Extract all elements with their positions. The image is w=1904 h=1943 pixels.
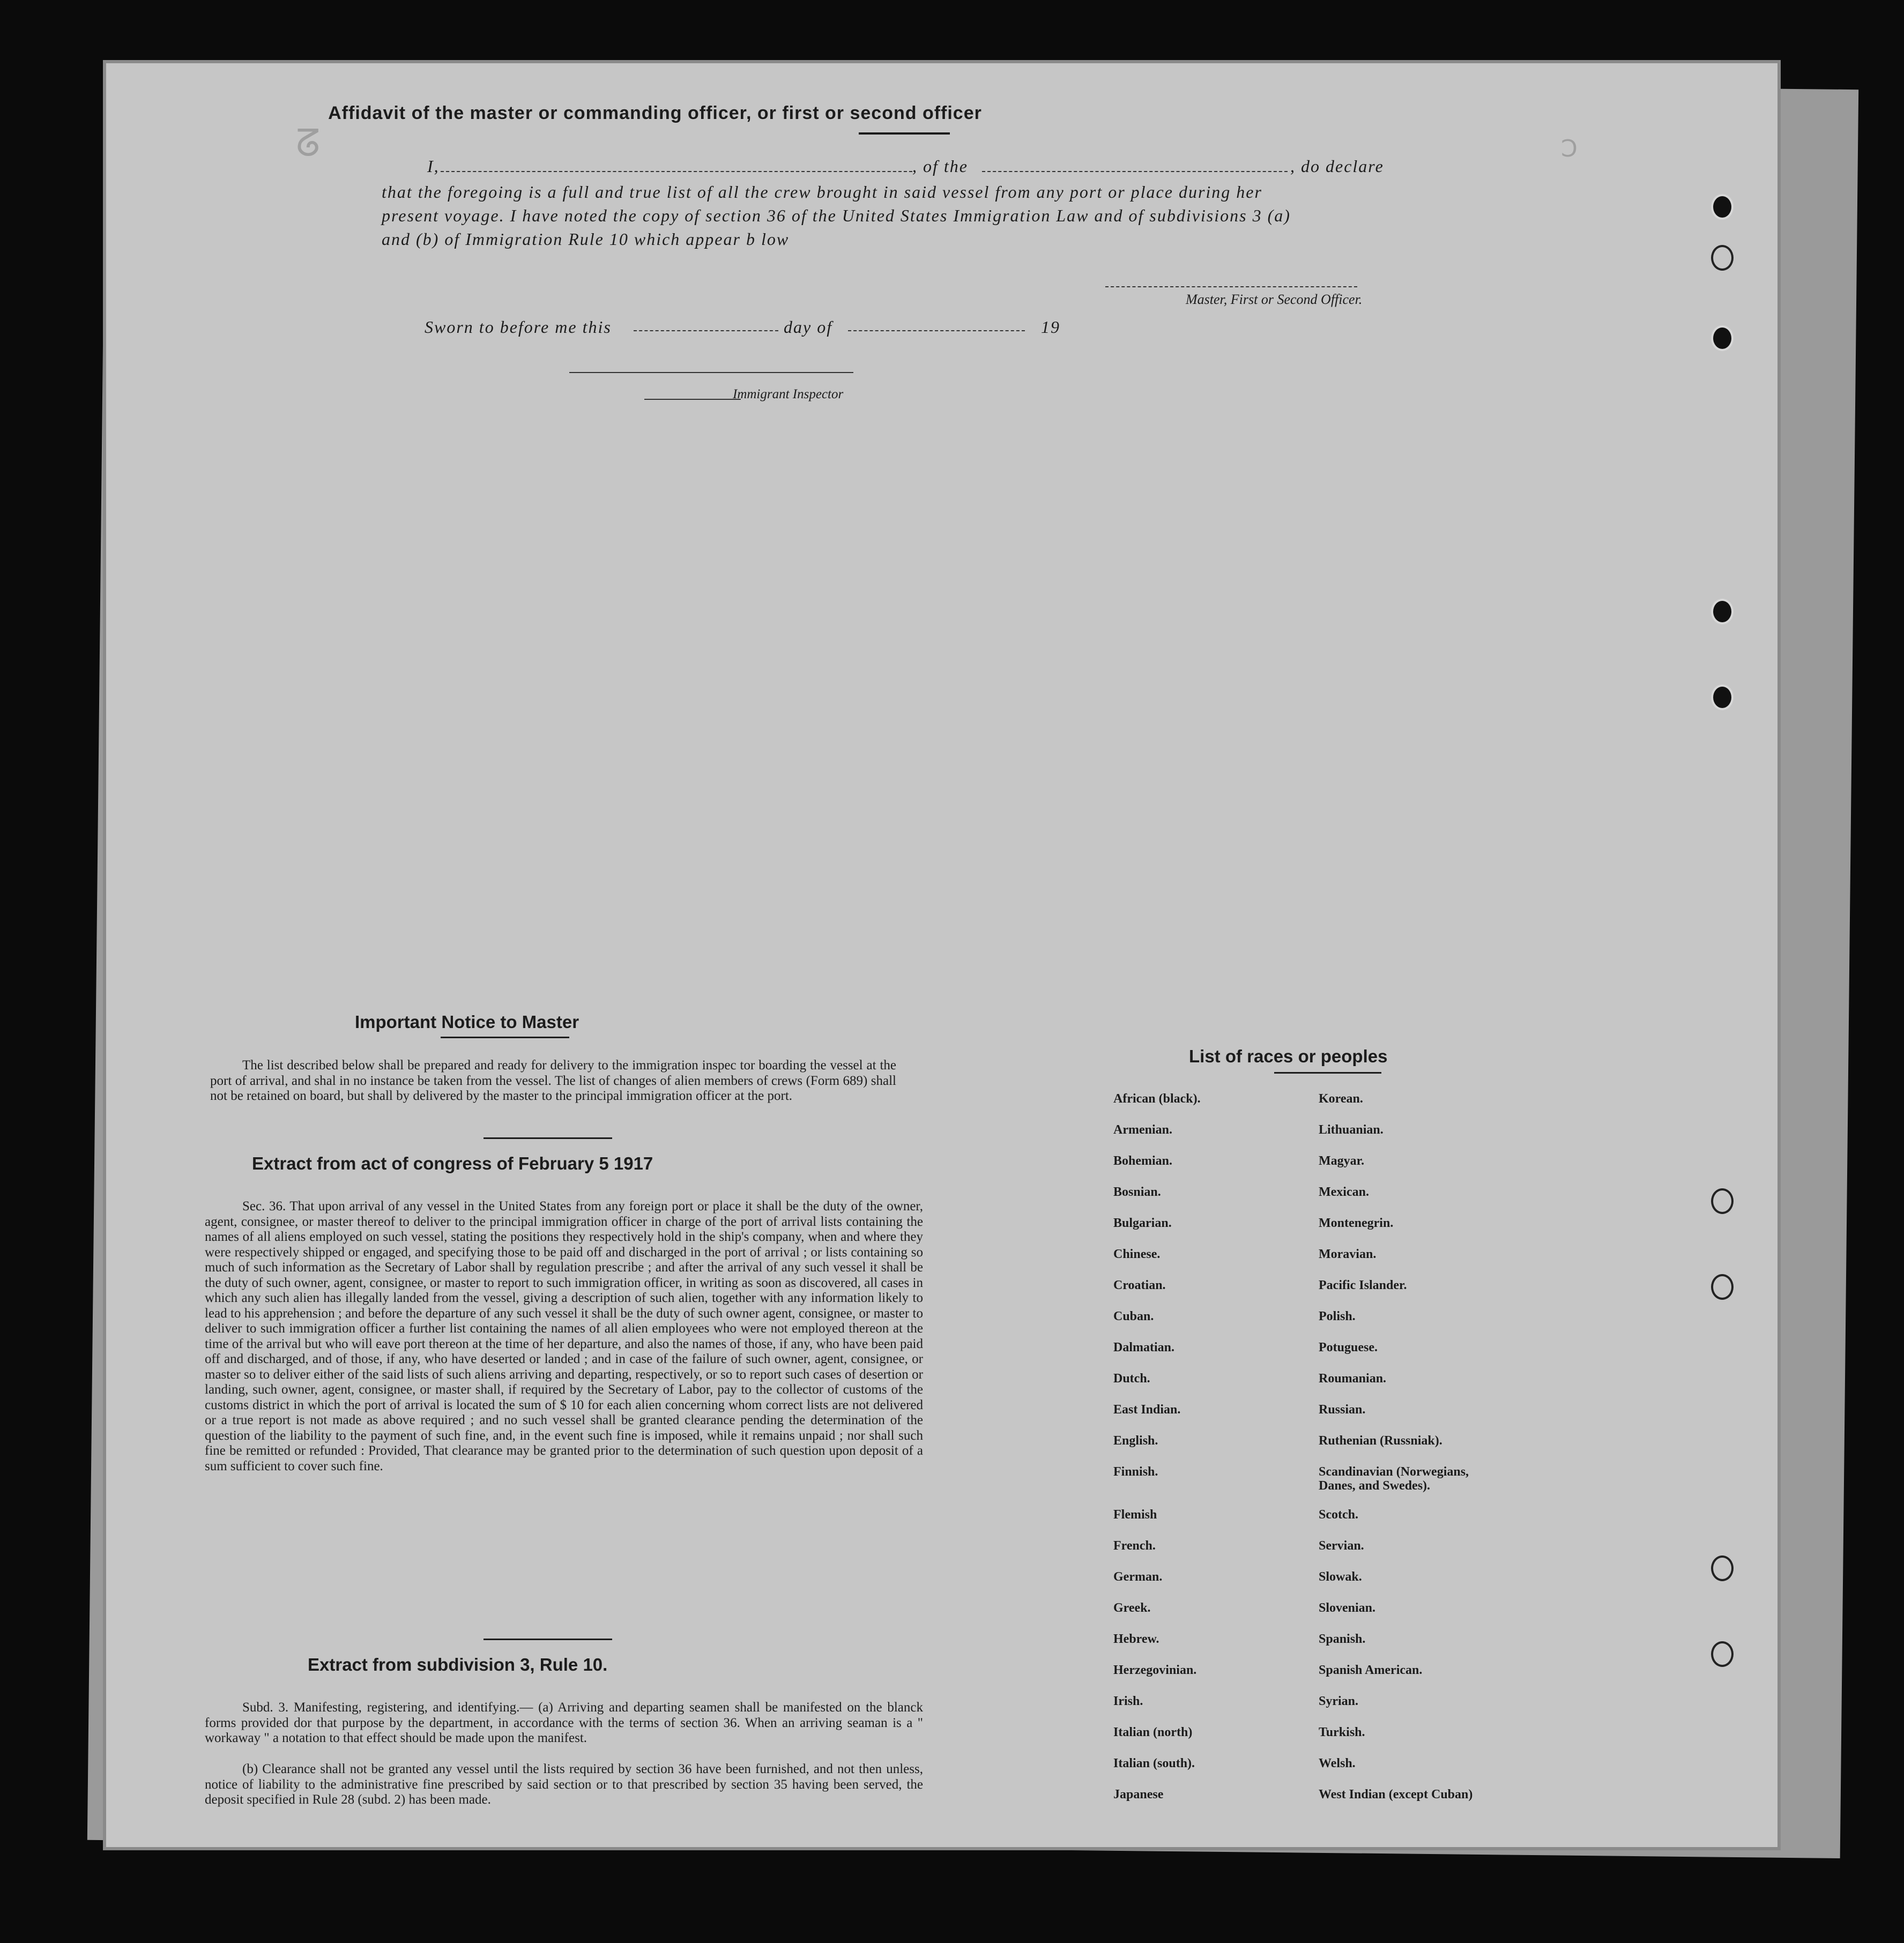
race-item: Bosnian. bbox=[1113, 1185, 1161, 1199]
binder-hole-icon bbox=[1711, 1188, 1734, 1214]
race-item: West Indian (except Cuban) bbox=[1319, 1788, 1473, 1801]
race-item: Ruthenian (Russniak). bbox=[1319, 1434, 1442, 1448]
race-item: Armenian. bbox=[1113, 1123, 1172, 1137]
inspector-label: Immigrant Inspector bbox=[733, 387, 844, 401]
document-page bbox=[103, 60, 1781, 1850]
race-item: Montenegrin. bbox=[1319, 1216, 1394, 1230]
act-extract-text: Sec. 36. That upon arrival of any vessel in the United States from any foreign port or place it shall be the duty of the owner, agent, consignee, or master thereof to deliver to the principal immigration officer in charge of the port of arrival lists containing the names of all aliens employed on such vessel, stating the positions they respectively hold in the ship's company, when and where they were respectively shipped or engaged, and specifying those to be paid off and discharged in the port of arrival ; or lists containing so much of such information as the Secretary of Labor shall by regulation prescribe ; and after the arrival of any such vessel it shall be the duty of such owner, agent, consignee, or master to report to such immigration officer, in writing as soon as discovered, all cases in which any such alien has illegally landed from the vessel, giving a description of such alien, together with any information likely to lead to his apprehension ; and before the departure of any such vessel it shall be the duty of such owner agent, consignee, or master to deliver to such immigration officer a further list containing the names of all alien employees who were not employed thereon at the time of the arrival but who will eave port thereon at the time of her departure, and also the names of those, if any, who have been paid off and discharged, and of those, if any, who have deserted or landed ; and in case of the failure of such owner, agent, consignee, or master so to deliver either of the said lists of such aliens arriving and departing, respectively, or so to report such cases of desertion or landing, such owner, agent, consignee, or master shall, if required by the Secretary of Labor, pay to the collector of customs of the customs district in which the port of arrival is located the sum of $ 10 for each alien concerning whom correct lists are not delivered or a true report is not made as above required ; and no such vessel shall be granted clearance pending the determination of the question of the liability to the payment of such fine, and, in the event such fine is imposed, while it remains unpaid ; nor shall such fine be remitted or refunded : Provided, That clearance may be granted prior to the determination of such question upon deposit of a sum sufficient to cover such fine. bbox=[205, 1199, 923, 1473]
inspector-signature-line bbox=[569, 371, 853, 373]
sworn-day-line bbox=[634, 329, 778, 331]
vessel-line bbox=[982, 170, 1288, 172]
notice-rule bbox=[441, 1037, 569, 1038]
race-item: Italian (north) bbox=[1113, 1725, 1193, 1739]
race-item: Finnish. bbox=[1113, 1465, 1158, 1479]
race-item: Cuban. bbox=[1113, 1309, 1154, 1323]
race-item: Syrian. bbox=[1319, 1694, 1359, 1708]
race-item: Croatian. bbox=[1113, 1278, 1166, 1292]
title-rule bbox=[859, 132, 950, 135]
race-item: Italian (south). bbox=[1113, 1756, 1195, 1770]
sworn-month-line bbox=[848, 329, 1025, 331]
race-item: Servian. bbox=[1319, 1539, 1364, 1553]
race-item: Scandinavian (Norwegians, Danes, and Swedes). bbox=[1319, 1465, 1469, 1493]
race-item: Lithuanian. bbox=[1319, 1123, 1384, 1137]
rule-extract-title: Extract from subdivision 3, Rule 10. bbox=[308, 1655, 608, 1674]
race-item: Slovenian. bbox=[1319, 1601, 1376, 1615]
race-item: Roumanian. bbox=[1319, 1372, 1387, 1386]
binder-hole-icon bbox=[1711, 1555, 1734, 1581]
rule-extract-text-a: Subd. 3. Manifesting, registering, and identifying.— (a) Arriving and departing seamen shall be manifested on the blanck forms provided dor that purpose by the department, in accordance with the terms of section 36. When an arriving seaman is a " workaway " a notation to that effect should be made upon the manifest. bbox=[205, 1700, 923, 1745]
race-item: Irish. bbox=[1113, 1694, 1143, 1708]
race-item: Spanish. bbox=[1319, 1632, 1366, 1646]
race-item: German. bbox=[1113, 1570, 1163, 1584]
binder-hole-icon bbox=[1711, 325, 1734, 351]
notice-title: Important Notice to Master bbox=[355, 1012, 579, 1032]
race-item: Magyar. bbox=[1319, 1154, 1365, 1168]
race-item: Dalmatian. bbox=[1113, 1341, 1174, 1354]
race-item: French. bbox=[1113, 1539, 1156, 1553]
race-item: English. bbox=[1113, 1434, 1158, 1448]
divider bbox=[484, 1137, 612, 1139]
race-item: Bulgarian. bbox=[1113, 1216, 1172, 1230]
race-item: Bohemian. bbox=[1113, 1154, 1173, 1168]
race-item: Slowak. bbox=[1319, 1570, 1362, 1584]
binder-hole-icon bbox=[1711, 245, 1734, 271]
races-title: List of races or peoples bbox=[1189, 1046, 1388, 1066]
race-item: Hebrew. bbox=[1113, 1632, 1159, 1646]
race-item: Welsh. bbox=[1319, 1756, 1356, 1770]
race-item: Pacific Islander. bbox=[1319, 1278, 1407, 1292]
race-item: Polish. bbox=[1319, 1309, 1356, 1323]
name-line bbox=[441, 170, 912, 172]
race-item: Moravian. bbox=[1319, 1247, 1377, 1261]
race-item: African (black). bbox=[1113, 1092, 1201, 1106]
sworn-label: Sworn to before me this bbox=[425, 317, 612, 337]
race-item: Spanish American. bbox=[1319, 1663, 1423, 1677]
race-item: Chinese. bbox=[1113, 1247, 1161, 1261]
divider bbox=[484, 1639, 612, 1640]
affidavit-of-the-label: , of the bbox=[912, 157, 968, 176]
race-item: East Indian. bbox=[1113, 1403, 1181, 1417]
affidavit-text-line: that the foregoing is a full and true list of all the crew brought in said vessel from any port or place during her bbox=[382, 182, 1262, 202]
race-item: Herzegovinian. bbox=[1113, 1663, 1197, 1677]
binder-hole-icon bbox=[1711, 1274, 1734, 1300]
race-item: Greek. bbox=[1113, 1601, 1151, 1615]
affidavit-name-label: I, bbox=[427, 157, 440, 176]
race-item: Turkish. bbox=[1319, 1725, 1365, 1739]
affidavit-title: Affidavit of the master or commanding officer, or first or second officer bbox=[328, 103, 982, 123]
races-rule bbox=[1274, 1072, 1381, 1074]
bleed-through: ꓛ bbox=[1561, 137, 1578, 164]
affidavit-text-line: present voyage. I have noted the copy of section 36 of the United States Immigration Law and of subdivisions 3 (a) bbox=[382, 206, 1291, 225]
sworn-year-label: 19 bbox=[1041, 317, 1060, 337]
race-item: Russian. bbox=[1319, 1403, 1366, 1417]
act-extract-title: Extract from act of congress of February 5 1917 bbox=[252, 1153, 653, 1173]
race-item: Mexican. bbox=[1319, 1185, 1369, 1199]
race-item: Japanese bbox=[1113, 1788, 1164, 1801]
race-item: Dutch. bbox=[1113, 1372, 1150, 1386]
signature-line bbox=[1105, 285, 1357, 287]
race-item: Scotch. bbox=[1319, 1508, 1358, 1522]
signature-label: Master, First or Second Officer. bbox=[1186, 292, 1363, 307]
binder-hole-icon bbox=[1711, 684, 1734, 710]
rule-extract-text-b: (b) Clearance shall not be granted any vessel until the lists required by section 36 have been furnished, and not then unless, notice of liability to the administrative fine prescribed by said section or to that prescribed by section 35 having been served, the deposit specified in Rule 28 (subd. 2) has been made. bbox=[205, 1762, 923, 1807]
binder-hole-icon bbox=[1711, 599, 1734, 624]
inspector-short-line bbox=[644, 398, 741, 400]
bleed-through: ᘔ bbox=[296, 125, 321, 168]
race-item: Korean. bbox=[1319, 1092, 1363, 1106]
binder-hole-icon bbox=[1711, 194, 1734, 220]
affidavit-declare-label: , do declare bbox=[1290, 157, 1384, 176]
notice-text: The list described below shall be prepared and ready for delivery to the immigration inspec tor boarding the vessel at the port of arrival, and shal in no instance be taken from the vessel. The list of changes of alien members of crews (Form 689) shall not be retained on board, but shall by delivered by the master to the principal immigration officer at the port. bbox=[210, 1058, 896, 1103]
sworn-day-label: day of bbox=[784, 317, 833, 337]
race-item: Potuguese. bbox=[1319, 1341, 1378, 1354]
binder-hole-icon bbox=[1711, 1641, 1734, 1667]
race-item: Flemish bbox=[1113, 1508, 1157, 1522]
affidavit-text-line: and (b) of Immigration Rule 10 which appear b low bbox=[382, 229, 790, 249]
